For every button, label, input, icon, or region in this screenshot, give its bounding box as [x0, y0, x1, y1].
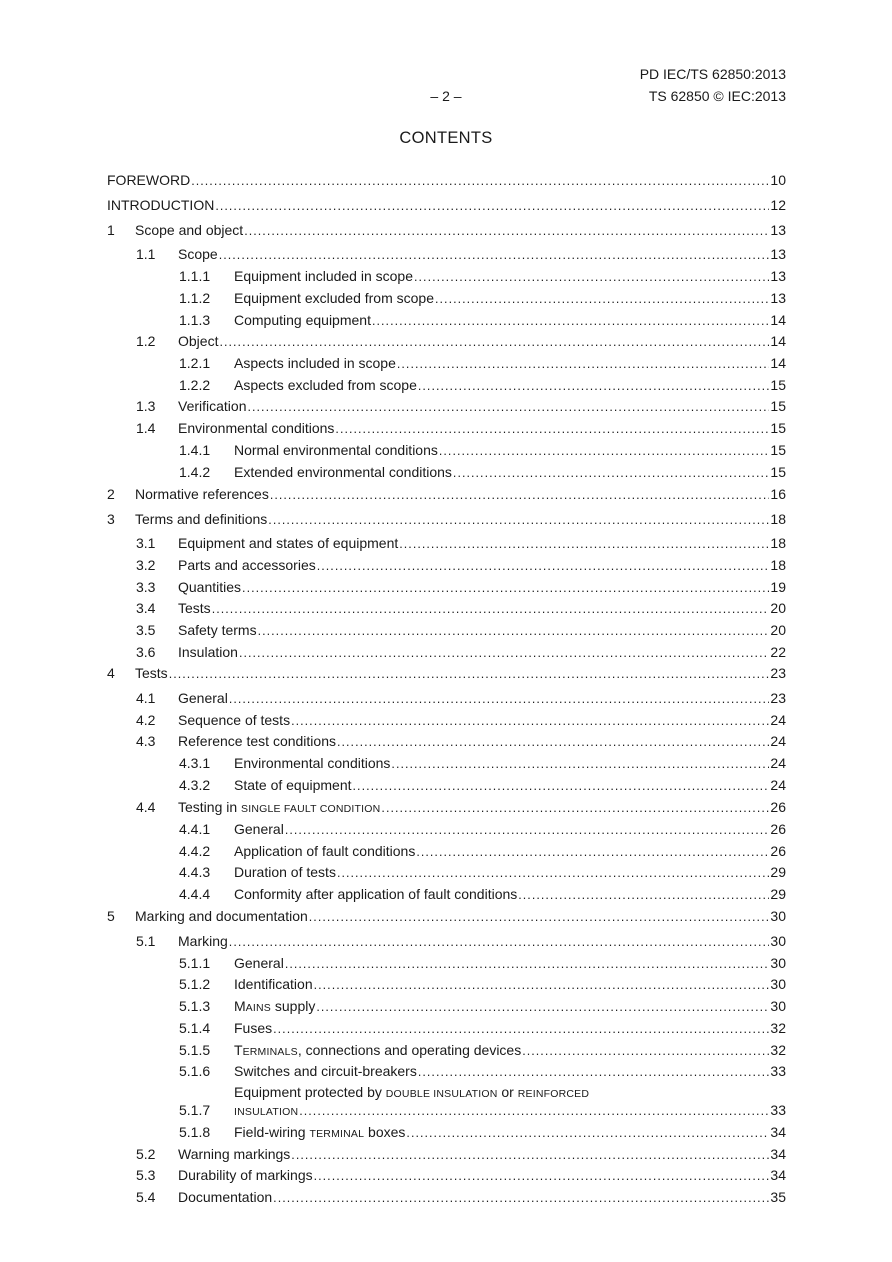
section-number: 3 — [107, 511, 115, 527]
page-title: CONTENTS — [399, 129, 493, 147]
entry-text-part: Identification — [234, 976, 313, 992]
dot-leader — [337, 733, 769, 750]
dot-leader — [316, 998, 769, 1015]
page-reference: 20 — [770, 622, 786, 638]
section-number: 1.4.1 — [179, 442, 211, 458]
toc-entry[interactable] — [107, 222, 786, 239]
section-title — [234, 955, 284, 971]
entry-text-part: Tests — [135, 665, 168, 681]
dot-leader — [291, 712, 769, 729]
toc-entry[interactable] — [136, 690, 786, 707]
small-caps-term: SINGLE FAULT CONDITION — [241, 803, 381, 815]
page-reference: 23 — [770, 665, 786, 681]
toc-entry[interactable] — [136, 579, 786, 596]
toc-entry[interactable] — [136, 1167, 786, 1184]
page-reference: 19 — [770, 579, 786, 595]
dot-leader — [435, 290, 769, 307]
section-title — [178, 733, 336, 749]
entry-text-part: Computing equipment — [234, 312, 371, 328]
page-reference: 24 — [770, 712, 786, 728]
toc-entry[interactable] — [136, 733, 786, 750]
copyright-line: TS 62850 © IEC:2013 — [648, 88, 786, 104]
section-number: 2 — [107, 486, 115, 502]
entry-text-part: Verification — [178, 398, 247, 414]
entry-text-part: Scope and object — [135, 222, 244, 238]
dot-leader — [229, 933, 770, 950]
page-number: – 2 – — [430, 88, 462, 104]
dot-leader — [391, 755, 769, 772]
page-reference: 34 — [770, 1124, 786, 1140]
section-title — [178, 622, 257, 638]
toc-entry[interactable] — [179, 864, 786, 881]
page-reference: 30 — [770, 908, 786, 924]
toc-entry[interactable] — [179, 1124, 786, 1142]
entry-text-part: Testing in — [178, 799, 242, 815]
entry-text-part: Documentation — [178, 1189, 273, 1205]
entry-text-part: Quantities — [178, 579, 242, 595]
section-title — [135, 511, 267, 527]
toc-entry[interactable] — [107, 486, 786, 503]
page-reference: 24 — [770, 755, 786, 771]
toc-entry[interactable] — [107, 511, 786, 528]
toc-entry[interactable] — [179, 821, 786, 838]
section-title — [234, 1124, 405, 1142]
dot-leader — [397, 355, 770, 372]
section-number: 5.4 — [136, 1189, 156, 1205]
entry-text-part: T — [234, 1042, 243, 1058]
dot-leader — [291, 1146, 769, 1163]
section-title — [234, 355, 396, 371]
toc-entry[interactable] — [136, 712, 786, 729]
entry-text-part: Aspects included in scope — [234, 355, 396, 371]
entry-text-part: INTRODUCTION — [107, 197, 215, 213]
entry-text-part: Fuses — [234, 1020, 273, 1036]
dot-leader — [416, 843, 769, 860]
dot-leader — [219, 246, 770, 263]
page-reference: 12 — [770, 197, 786, 213]
section-number: 3.3 — [136, 579, 156, 595]
dot-leader — [309, 908, 770, 925]
section-number: 5.1.8 — [179, 1124, 211, 1140]
dot-leader — [414, 268, 769, 285]
section-title — [234, 777, 352, 793]
page-reference: 33 — [770, 1063, 786, 1079]
entry-text-part: Normal environmental conditions — [234, 442, 438, 458]
section-number: 3.2 — [136, 557, 156, 573]
toc-entry[interactable] — [179, 1020, 786, 1037]
page-reference: 10 — [770, 172, 786, 188]
entry-text-part: or — [497, 1084, 518, 1100]
toc-entry[interactable] — [179, 755, 786, 772]
section-number: 5.1.5 — [179, 1042, 211, 1058]
section-title — [178, 712, 290, 728]
section-title — [178, 535, 398, 551]
section-title — [178, 799, 380, 817]
section-number: 1.2 — [136, 333, 156, 349]
section-number: 5.1.6 — [179, 1063, 211, 1079]
section-title — [107, 197, 214, 213]
small-caps-term: DOUBLE INSULATION — [385, 1088, 498, 1100]
section-number: 1.1.3 — [179, 312, 211, 328]
page-reference: 22 — [770, 644, 786, 660]
small-caps-term: AINS — [245, 1002, 271, 1014]
entry-text-part: FOREWORD — [107, 172, 191, 188]
section-number: 5 — [107, 908, 115, 924]
section-title — [234, 821, 284, 837]
entry-text-part: Insulation — [178, 644, 238, 660]
dot-leader — [372, 312, 769, 329]
section-title — [234, 464, 452, 480]
dot-leader — [273, 1189, 769, 1206]
dot-leader — [242, 579, 769, 596]
dot-leader — [406, 1124, 769, 1141]
document-id: PD IEC/TS 62850:2013 — [639, 66, 786, 82]
section-title — [178, 333, 218, 349]
section-number: 1.1 — [136, 246, 156, 262]
section-number: 5.1.7 — [179, 1102, 211, 1118]
section-number: 5.3 — [136, 1167, 156, 1183]
page-reference: 14 — [770, 333, 786, 349]
dot-leader — [212, 600, 770, 617]
section-number: 3.5 — [136, 622, 156, 638]
entry-text-part: Aspects excluded from scope — [234, 377, 417, 393]
page-reference: 30 — [770, 998, 786, 1014]
dot-leader — [453, 464, 770, 481]
section-number: 4.3.1 — [179, 755, 211, 771]
entry-text-part: Safety terms — [178, 622, 257, 638]
dot-leader — [285, 955, 770, 972]
section-title — [178, 933, 228, 949]
entry-text-part: Equipment included in scope — [234, 268, 414, 284]
toc-entry[interactable] — [107, 665, 786, 682]
section-title — [234, 312, 371, 328]
page-reference: 24 — [770, 777, 786, 793]
dot-leader — [353, 777, 770, 794]
toc-entry[interactable] — [136, 420, 786, 437]
section-title — [234, 976, 313, 992]
entry-text-part: Equipment excluded from scope — [234, 290, 434, 306]
toc-entry[interactable] — [179, 843, 786, 860]
dot-leader — [270, 486, 770, 503]
section-number: 5.2 — [136, 1146, 156, 1162]
section-number: 5.1.3 — [179, 998, 211, 1014]
entry-text-part: Field-wiring — [234, 1124, 310, 1140]
entry-text-part: Duration of tests — [234, 864, 336, 880]
section-title — [178, 690, 228, 706]
toc-entry[interactable] — [179, 268, 786, 285]
page-reference: 29 — [770, 886, 786, 902]
dot-leader — [335, 420, 769, 437]
entry-text-part: Sequence of tests — [178, 712, 291, 728]
toc-entry[interactable] — [179, 442, 786, 459]
dot-leader — [247, 398, 769, 415]
dot-leader — [439, 442, 770, 459]
toc-entry[interactable] — [136, 1189, 786, 1206]
entry-text-part: Object — [178, 333, 219, 349]
entry-text-part: Environmental conditions — [178, 420, 335, 436]
section-title — [178, 600, 211, 616]
toc-entry[interactable] — [136, 246, 786, 263]
page-reference: 15 — [770, 398, 786, 414]
entry-text-part: Environmental conditions — [234, 755, 391, 771]
dot-leader — [258, 622, 770, 639]
section-number: 5.1 — [136, 933, 156, 949]
section-title — [135, 222, 243, 238]
page-reference: 29 — [770, 864, 786, 880]
entry-text-part: Scope — [178, 246, 218, 262]
section-title — [234, 1020, 272, 1036]
section-title — [178, 644, 238, 660]
section-title — [234, 268, 413, 284]
entry-text-part: Marking — [178, 933, 228, 949]
section-number: 4.4 — [136, 799, 156, 815]
dot-leader — [317, 557, 770, 574]
section-title — [178, 420, 334, 436]
page-reference: 18 — [770, 557, 786, 573]
entry-text-part: State of equipment — [234, 777, 352, 793]
section-number: 1.2.1 — [179, 355, 211, 371]
page-reference: 34 — [770, 1146, 786, 1162]
dot-leader — [418, 1063, 770, 1080]
toc-entry[interactable] — [179, 976, 786, 993]
section-title — [178, 1167, 313, 1183]
section-title — [135, 486, 269, 502]
entry-text-part: Terms and definitions — [135, 511, 268, 527]
page-reference: 18 — [770, 535, 786, 551]
section-number: 5.1.1 — [179, 955, 211, 971]
toc-entry[interactable] — [179, 955, 786, 972]
section-title — [234, 1104, 298, 1120]
entry-text-part: Warning markings — [178, 1146, 291, 1162]
toc-entry[interactable] — [179, 312, 786, 329]
entry-text-part: Marking and documentation — [135, 908, 308, 924]
section-title — [178, 579, 241, 595]
section-number: 1 — [107, 222, 115, 238]
section-title — [135, 908, 308, 924]
page-reference: 23 — [770, 690, 786, 706]
entry-text-part: Equipment and states of equipment — [178, 535, 399, 551]
section-number: 4.3.2 — [179, 777, 211, 793]
page-reference: 15 — [770, 420, 786, 436]
entry-text-part: Normative references — [135, 486, 269, 502]
section-number: 5.1.2 — [179, 976, 211, 992]
toc-entry[interactable] — [136, 1146, 786, 1163]
entry-text-part: Tests — [178, 600, 211, 616]
entry-text-part: Conformity after application of fault conditions — [234, 886, 518, 902]
toc-entry[interactable] — [136, 600, 786, 617]
section-title — [178, 557, 316, 573]
dot-leader — [337, 864, 769, 881]
section-number: 3.4 — [136, 600, 156, 616]
dot-leader — [219, 333, 769, 350]
page-reference: 20 — [770, 600, 786, 616]
section-number: 1.2.2 — [179, 377, 211, 393]
small-caps-term: TERMINAL — [309, 1128, 365, 1140]
dot-leader — [522, 1042, 769, 1059]
page-reference: 13 — [770, 246, 786, 262]
section-title — [234, 1063, 417, 1079]
dot-leader — [314, 1167, 770, 1184]
entry-text-part: Durability of markings — [178, 1167, 313, 1183]
toc-entry[interactable] — [136, 557, 786, 574]
dot-leader — [418, 377, 770, 394]
small-caps-term: INSULATION — [234, 1106, 299, 1118]
page-reference: 30 — [770, 933, 786, 949]
small-caps-term: ERMINALS — [242, 1046, 298, 1058]
toc-entry[interactable] — [179, 290, 786, 307]
page-reference: 13 — [770, 290, 786, 306]
section-title — [234, 843, 415, 859]
toc-entry[interactable] — [179, 464, 786, 481]
entry-text-part: Switches and circuit-breakers — [234, 1063, 417, 1079]
toc-entry[interactable] — [179, 886, 786, 903]
section-number: 4.4.3 — [179, 864, 211, 880]
page-reference: 15 — [770, 377, 786, 393]
entry-text-part: General — [234, 955, 284, 971]
page-reference: 30 — [770, 976, 786, 992]
entry-text-part: Equipment protected by — [234, 1084, 386, 1100]
section-title — [234, 864, 336, 880]
toc-entry[interactable] — [179, 998, 786, 1016]
toc-entry[interactable] — [136, 799, 786, 817]
toc-entry[interactable] — [107, 197, 786, 214]
section-number: 4.4.2 — [179, 843, 211, 859]
section-title — [234, 290, 434, 306]
entry-text-part: Application of fault conditions — [234, 843, 416, 859]
small-caps-term: REINFORCED — [517, 1088, 590, 1100]
toc-entry[interactable] — [107, 172, 786, 189]
page-reference: 24 — [770, 733, 786, 749]
dot-leader — [191, 172, 769, 189]
section-title — [234, 442, 438, 458]
section-title — [234, 886, 517, 902]
entry-text-part: General — [234, 821, 284, 837]
toc-entry[interactable] — [179, 377, 786, 394]
page-reference: 34 — [770, 1167, 786, 1183]
page-reference: 14 — [770, 312, 786, 328]
toc-entry[interactable] — [136, 535, 786, 552]
page-reference: 35 — [770, 1189, 786, 1205]
section-title — [178, 246, 218, 262]
section-number: 3.1 — [136, 535, 156, 551]
page-reference: 26 — [770, 821, 786, 837]
section-title — [178, 398, 246, 414]
dot-leader — [229, 690, 770, 707]
dot-leader — [399, 535, 769, 552]
section-number: 4.4.1 — [179, 821, 211, 837]
section-title — [234, 377, 417, 393]
entry-text-part: , connections and operating devices — [297, 1042, 522, 1058]
section-number: 1.4 — [136, 420, 156, 436]
page-reference: 13 — [770, 268, 786, 284]
section-number: 1.4.2 — [179, 464, 211, 480]
toc-entry[interactable] — [136, 333, 786, 350]
entry-text-part: Reference test conditions — [178, 733, 336, 749]
page-reference: 16 — [770, 486, 786, 502]
dot-leader — [381, 799, 769, 816]
toc-entry[interactable] — [136, 398, 786, 415]
section-title — [178, 1146, 290, 1162]
section-number: 5.1.4 — [179, 1020, 211, 1036]
section-number: 3.6 — [136, 644, 156, 660]
entry-text-part: boxes — [364, 1124, 406, 1140]
entry-text-part: M — [234, 998, 246, 1014]
toc-entry[interactable] — [179, 777, 786, 794]
toc-entry-first-line — [234, 1084, 589, 1102]
dot-leader — [239, 644, 769, 661]
dot-leader — [285, 821, 770, 838]
page-reference: 26 — [770, 843, 786, 859]
page-reference: 33 — [770, 1102, 786, 1118]
entry-text-part: Extended environmental conditions — [234, 464, 452, 480]
dot-leader — [314, 976, 770, 993]
dot-leader — [169, 665, 770, 682]
toc-entry[interactable] — [179, 1102, 786, 1120]
section-title — [234, 1042, 521, 1060]
section-title — [234, 755, 390, 771]
toc-entry[interactable] — [179, 1063, 786, 1080]
dot-leader — [268, 511, 769, 528]
toc-entry[interactable] — [107, 908, 786, 925]
section-number: 1.3 — [136, 398, 156, 414]
toc-entry[interactable] — [179, 355, 786, 372]
section-title — [107, 172, 190, 188]
dot-leader — [518, 886, 769, 903]
page-reference: 14 — [770, 355, 786, 371]
section-number: 4 — [107, 665, 115, 681]
toc-entry[interactable] — [136, 622, 786, 639]
dot-leader — [215, 197, 769, 214]
section-number: 4.3 — [136, 733, 156, 749]
section-title — [234, 998, 315, 1016]
toc-entry[interactable] — [136, 644, 786, 661]
toc-entry[interactable] — [179, 1042, 786, 1060]
entry-text-part: Parts and accessories — [178, 557, 316, 573]
section-number: 4.4.4 — [179, 886, 211, 902]
section-number: 1.1.1 — [179, 268, 211, 284]
section-number: 1.1.2 — [179, 290, 211, 306]
dot-leader — [273, 1020, 769, 1037]
page-reference: 13 — [770, 222, 786, 238]
section-number: 4.1 — [136, 690, 156, 706]
page-reference: 32 — [770, 1020, 786, 1036]
page-reference: 15 — [770, 442, 786, 458]
page-reference: 30 — [770, 955, 786, 971]
section-title — [135, 665, 168, 681]
page-reference: 15 — [770, 464, 786, 480]
toc-entry[interactable] — [136, 933, 786, 950]
entry-text-part: supply — [270, 998, 316, 1014]
page-reference: 32 — [770, 1042, 786, 1058]
entry-text-part: General — [178, 690, 228, 706]
section-number: 4.2 — [136, 712, 156, 728]
dot-leader — [244, 222, 769, 239]
page-reference: 26 — [770, 799, 786, 815]
page-reference: 18 — [770, 511, 786, 527]
dot-leader — [299, 1102, 769, 1119]
section-title — [178, 1189, 272, 1205]
